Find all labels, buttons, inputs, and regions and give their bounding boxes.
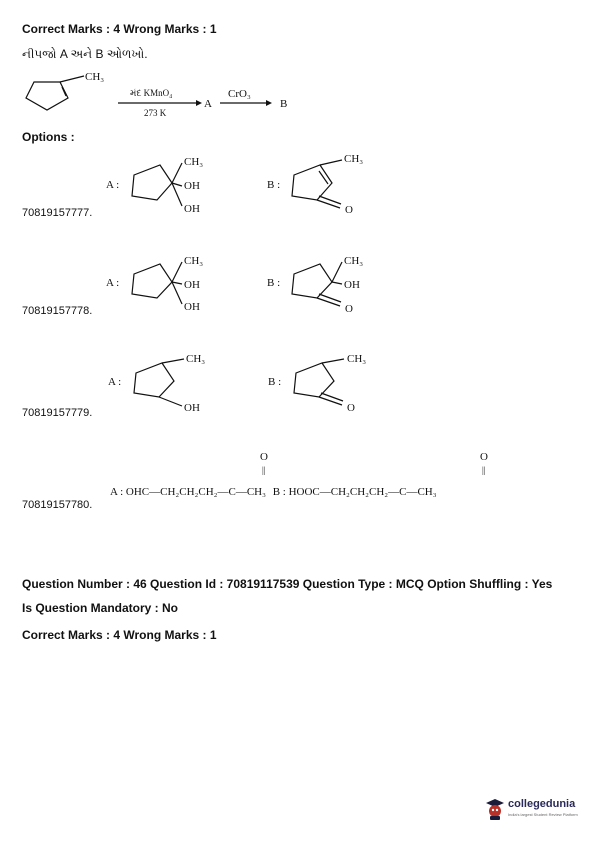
option-1-b-ch3: CH₃ — [344, 153, 364, 165]
option-4-formulas — [110, 486, 437, 498]
option-4-id[interactable]: 70819157780. — [22, 499, 93, 511]
option-4-b-double-bond: || — [482, 465, 486, 475]
option-2-b-ch3: CH₃ — [344, 255, 364, 267]
option-1-b-o: O — [345, 204, 353, 216]
graduate-mascot-icon — [484, 797, 506, 821]
question-text: નીપજો A અને B ઓળખો. — [22, 47, 148, 61]
arrow2-head — [266, 100, 272, 106]
option-3-b-label: B : — [268, 376, 282, 388]
option-1-b-label: B : — [267, 179, 281, 191]
option-2-b-ring — [292, 264, 332, 298]
option-3-b-ring — [294, 363, 334, 397]
option-2-a-label: A : — [106, 277, 120, 289]
option-4-a-formula: OHC—CH₂CH₂CH₂—C—CH₃ — [125, 486, 266, 498]
product-a: A — [204, 98, 212, 110]
option-2-structures — [0, 250, 420, 320]
option-3-b-ch3: CH₃ — [347, 353, 367, 365]
option-2-id[interactable]: 70819157778. — [22, 305, 93, 317]
option-1-b-ring — [292, 165, 332, 200]
option-2-a-ring — [132, 264, 172, 298]
reagent1-bottom: 273 K — [144, 108, 167, 118]
reactant-ch3: CH₃ — [85, 71, 105, 83]
brand-logo[interactable] — [484, 795, 584, 823]
option-1-a-ring — [132, 165, 172, 200]
option-3-structures — [0, 350, 420, 420]
brand-name: collegedunia — [508, 798, 576, 810]
option-1-structures — [0, 150, 420, 220]
option-2-b-oh: OH — [344, 279, 360, 291]
option-4-a-label: A : — [110, 486, 124, 498]
options-label: Options : — [22, 130, 75, 144]
option-3-a-label: A : — [108, 376, 122, 388]
option-2-b-o: O — [345, 303, 353, 315]
option-3-a-oh: OH — [184, 402, 200, 414]
reagent2-top: CrO₃ — [228, 88, 251, 100]
option-2-a-oh2: OH — [184, 301, 200, 313]
option-4-b-label: B : — [272, 486, 286, 498]
reagent1-top: મંદ KMnO₄ — [130, 88, 173, 98]
option-1-a-ch3: CH₃ — [184, 156, 204, 168]
marks-line: Correct Marks : 4 Wrong Marks : 1 — [22, 22, 217, 36]
option-3-a-ring — [134, 363, 174, 397]
next-marks-line: Correct Marks : 4 Wrong Marks : 1 — [22, 628, 217, 642]
option-3-b-o: O — [347, 402, 355, 414]
product-b: B — [280, 98, 288, 110]
option-1-a-oh1: OH — [184, 180, 200, 192]
option-4-b-carbonyl-o: O — [480, 451, 488, 463]
next-question-line1: Question Number : 46 Question Id : 70819117539 Question Type : MCQ Option Shuffling : Yes — [22, 577, 553, 591]
option-1-id[interactable]: 70819157777. — [22, 207, 93, 219]
option-4-a-carbonyl-o: O — [260, 451, 268, 463]
option-4-a-double-bond: || — [262, 465, 266, 475]
reactant-ring — [26, 82, 68, 110]
option-1-a-label: A : — [106, 179, 120, 191]
next-question-line2: Is Question Mandatory : No — [22, 601, 179, 615]
option-2-a-oh1: OH — [184, 279, 200, 291]
option-2-b-label: B : — [267, 277, 281, 289]
arrow1-head — [196, 100, 202, 106]
methyl-bond — [60, 76, 84, 82]
option-2-a-ch3: CH₃ — [184, 255, 204, 267]
option-3-id[interactable]: 70819157779. — [22, 407, 93, 419]
option-3-a-ch3: CH₃ — [186, 353, 206, 365]
option-1-a-oh2: OH — [184, 203, 200, 215]
reaction-scheme — [0, 60, 340, 120]
brand-tagline: India's largest Student Review Platform — [508, 812, 578, 817]
option-4-b-formula: HOOC—CH₂CH₂CH₂—C—CH₃ — [288, 486, 437, 498]
